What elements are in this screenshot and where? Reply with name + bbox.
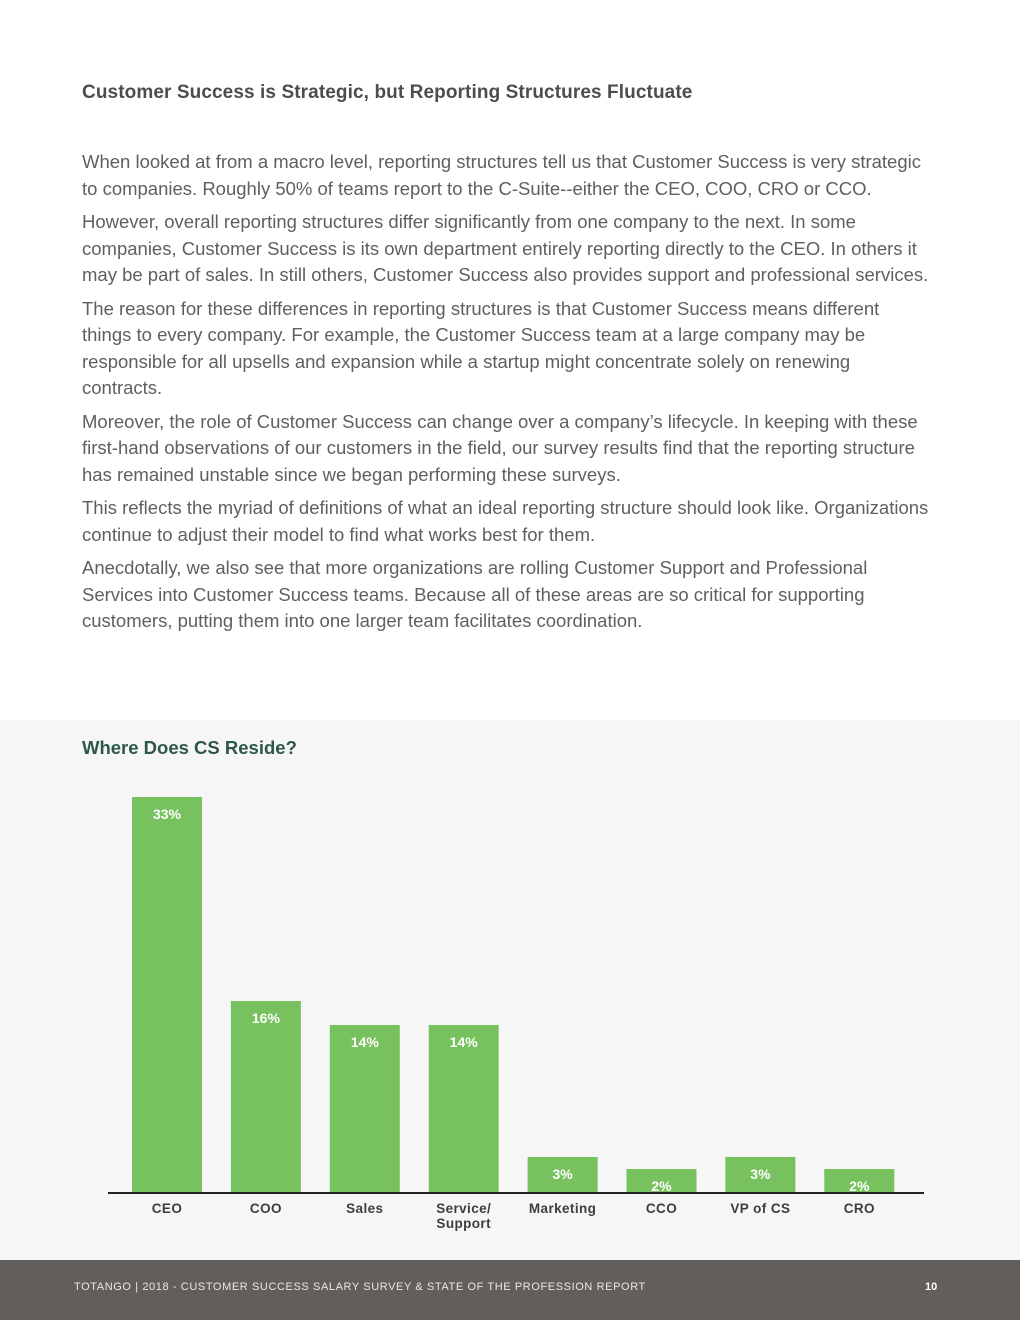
value-label: 3%	[750, 1166, 771, 1182]
body-text	[82, 149, 932, 642]
bar-chart	[0, 720, 1020, 1260]
value-label: 2%	[651, 1178, 672, 1194]
category-label: CRO	[843, 1201, 875, 1216]
bar-sales	[330, 1025, 400, 1193]
category-label: Service/ Support	[436, 1201, 492, 1231]
bar-ceo	[132, 797, 202, 1193]
category-label: COO	[249, 1201, 282, 1216]
category-label: Marketing	[528, 1201, 597, 1216]
paragraph: Anecdotally, we also see that more organizations are rolling Customer Support and Professional Services into Customer Success teams. Because all of these areas are so critical for supporting customers, putting them into one larger team facilitates coordination.	[82, 557, 868, 631]
footer	[0, 1260, 1020, 1320]
value-label: 33%	[152, 806, 182, 822]
category-label: CEO	[151, 1201, 183, 1216]
value-label: 16%	[251, 1010, 280, 1026]
value-label: 2%	[849, 1178, 870, 1194]
bar-coo	[231, 1001, 301, 1193]
paragraph: Moreover, the role of Customer Success can change over a company’s lifecycle. In keeping with these first-hand observations of our customers in the field, our survey results find that the reporting structure has remained unstable since we began performing these surveys.	[82, 410, 918, 485]
section-heading: Customer Success is Strategic, but Reporting Structures Fluctuate	[82, 82, 693, 103]
page-number: 10	[925, 1281, 938, 1293]
chart-title: Where Does CS Reside?	[82, 737, 297, 758]
paragraph: When looked at from a macro level, reporting structures tell us that Customer Success is very strategic to companies. Roughly 50% of teams report to the C-Suite--either the CEO, COO, CRO or CCO.	[82, 151, 921, 199]
paragraph: The reason for these differences in reporting structures is that Customer Success means different things to every company. For example, the Customer Success team at a large company may be responsible for all upsells and expansion while a startup might concentrate solely on renewing contracts.	[82, 297, 880, 398]
category-label: Sales	[346, 1201, 384, 1216]
paragraph: This reflects the myriad of definitions of what an ideal reporting structure should look like. Organizations continue to adjust their model to find what works best for them.	[82, 497, 929, 545]
value-label: 14%	[350, 1034, 379, 1050]
footer-text: TOTANGO | 2018 - CUSTOMER SUCCESS SALARY SURVEY & STATE OF THE PROFESSION REPORT	[74, 1281, 646, 1293]
paragraph: However, overall reporting structures differ significantly from one company to the next. In some companies, Customer Success is its own department entirely reporting directly to the CEO. In others it may be part of sales. In still others, Customer Success also provides support and professional services.	[82, 211, 929, 285]
value-label: 14%	[449, 1034, 478, 1050]
bar-service-support	[429, 1025, 499, 1193]
value-label: 3%	[552, 1166, 573, 1182]
category-label: VP of CS	[730, 1201, 791, 1216]
category-label: CCO	[645, 1201, 678, 1216]
